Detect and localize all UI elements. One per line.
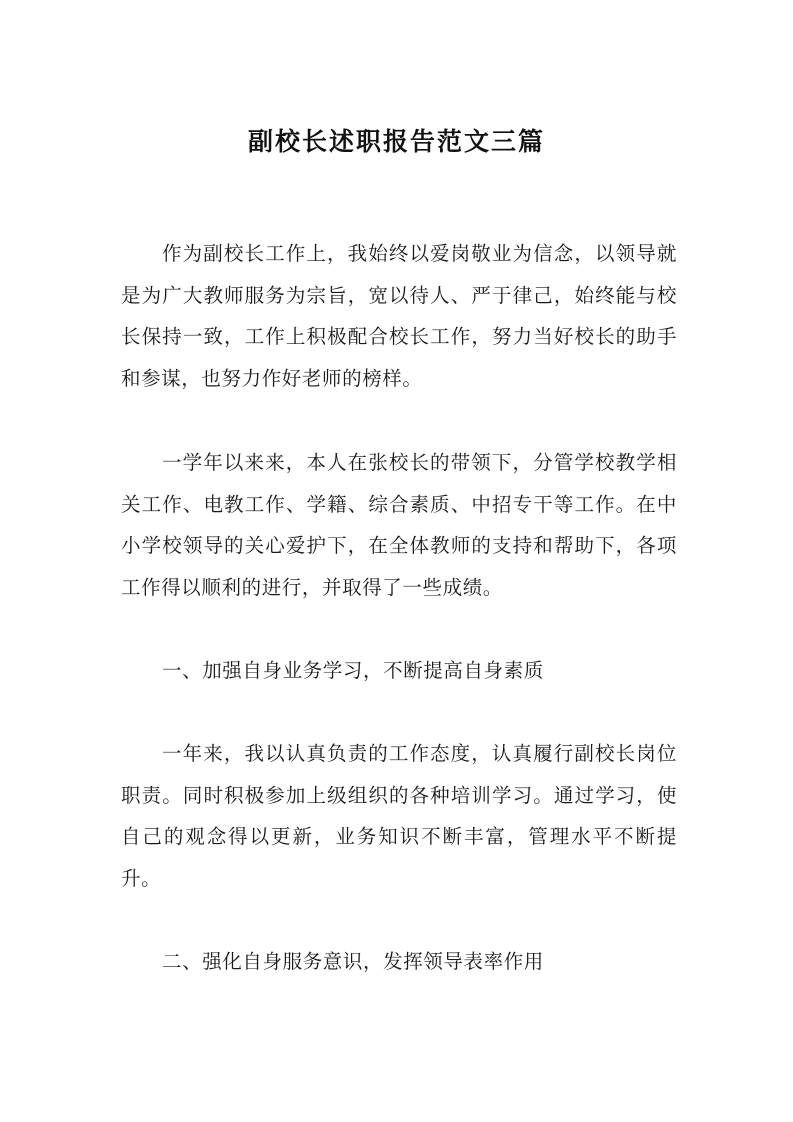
paragraph-section-1: 一年来，我以认真负责的工作态度，认真履行副校长岗位职责。同时积极参加上级组织的各种培训学习。通过学习，使自己的观念得以更新，业务知识不断丰富，管理水平不断提升。	[121, 742, 677, 890]
paragraph-intro: 作为副校长工作上，我始终以爱岗敬业为信念，以领导就是为广大教师服务为宗旨，宽以待人、严于律己，始终能与校长保持一致，工作上积极配合校长工作，努力当好校长的助手和参谋，也努力作好老师的榜样。	[121, 242, 677, 390]
paragraph-overview: 一学年以来来，本人在张校长的带领下，分管学校教学相关工作、电教工作、学籍、综合素质、中招专干等工作。在中小学校领导的关心爱护下，在全体教师的支持和帮助下，各项工作得以顺利的进行，并取得了一些成绩。	[121, 451, 677, 599]
document-title: 副校长述职报告范文三篇	[247, 127, 545, 156]
section-heading-1: 一、加强自身业务学习，不断提高自身素质	[162, 659, 544, 682]
section-heading-2: 二、强化自身服务意识，发挥领导表率作用	[162, 950, 544, 973]
